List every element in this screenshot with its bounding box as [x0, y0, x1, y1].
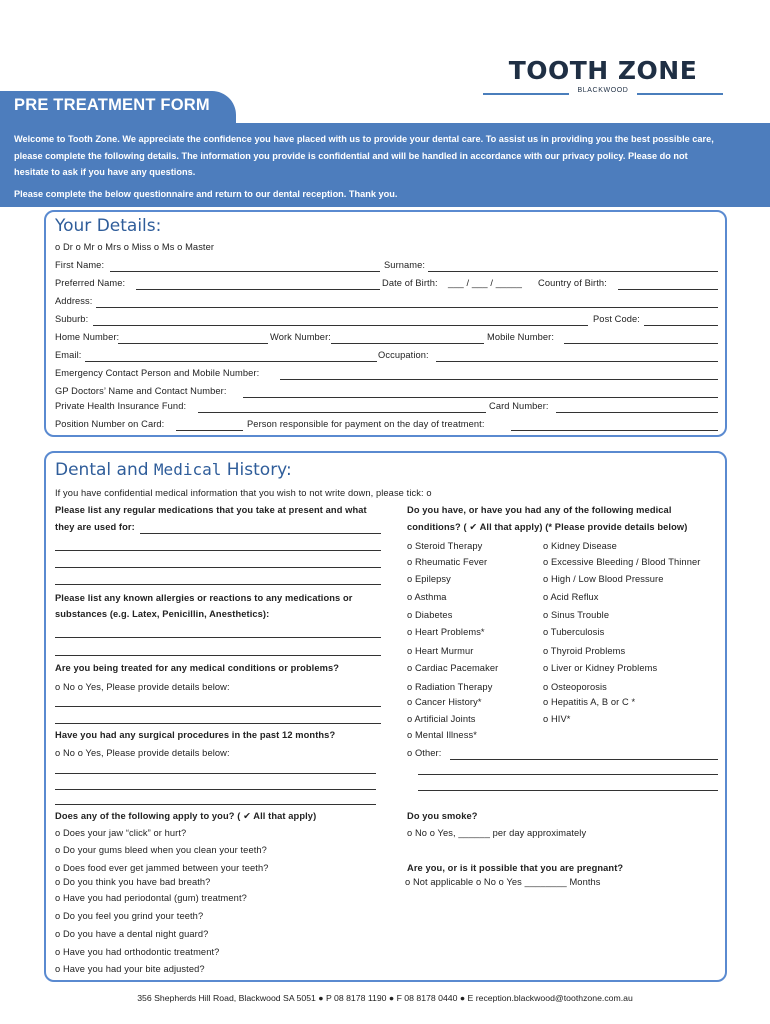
medications-question-line2: they are used for:	[55, 522, 135, 532]
apply-item[interactable]: o Does food ever get jammed between your teeth?	[55, 863, 269, 873]
work-number-label: Work Number:	[270, 332, 331, 342]
medications-question-line1: Please list any regular medications that you take at present and what	[55, 505, 367, 515]
footer-contact: 356 Shepherds Hill Road, Blackwood SA 5051 ● P 08 8178 1190 ● F 08 8178 0440 ● E reception.blackwood@toothzone.com.au	[137, 993, 633, 1003]
mobile-number-field[interactable]	[564, 343, 718, 344]
apply-item[interactable]: o Do you feel you grind your teeth?	[55, 911, 204, 921]
condition-option[interactable]: o Hepatitis A, B or C *	[543, 697, 636, 707]
condition-option[interactable]: o High / Low Blood Pressure	[543, 574, 664, 584]
payment-person-label: Person responsible for payment on the day of treatment:	[247, 419, 485, 429]
condition-option[interactable]: o Osteoporosis	[543, 682, 607, 692]
email-label: Email:	[55, 350, 82, 360]
treated-options[interactable]: o No o Yes, Please provide details below:	[55, 682, 230, 692]
emergency-contact-field[interactable]	[280, 379, 718, 380]
smoke-options[interactable]: o No o Yes, ______ per day approximately	[407, 828, 587, 838]
treated-line[interactable]	[55, 723, 381, 724]
apply-item[interactable]: o Do you think you have bad breath?	[55, 877, 211, 887]
condition-option[interactable]: o Diabetes	[407, 610, 453, 620]
logo-line-right	[637, 93, 723, 95]
condition-option[interactable]: o Liver or Kidney Problems	[543, 663, 658, 673]
conditions-question-line1: Do you have, or have you had any of the following medical	[407, 505, 672, 515]
other-line[interactable]	[418, 790, 718, 791]
occupation-label: Occupation:	[378, 350, 429, 360]
post-code-field[interactable]	[644, 325, 718, 326]
work-number-field[interactable]	[331, 343, 484, 344]
confidential-note[interactable]: If you have confidential medical information that you wish to not write down, please tick: o	[55, 488, 432, 498]
surname-field[interactable]	[428, 271, 718, 272]
condition-option[interactable]: o Heart Murmur	[407, 646, 474, 656]
condition-option[interactable]: o Thyroid Problems	[543, 646, 626, 656]
intro-instruction: Please complete the below questionnaire and return to our dental reception. Thank you.	[14, 189, 398, 199]
first-name-label: First Name:	[55, 260, 105, 270]
brand-logo	[483, 56, 723, 101]
condition-option[interactable]: o Sinus Trouble	[543, 610, 610, 620]
apply-item[interactable]: o Do your gums bleed when you clean your teeth?	[55, 845, 267, 855]
dob-label: Date of Birth:	[382, 278, 438, 288]
other-line[interactable]	[418, 774, 718, 775]
condition-option[interactable]: o Mental Illness*	[407, 730, 477, 740]
card-number-field[interactable]	[556, 412, 718, 413]
surgical-line[interactable]	[55, 773, 376, 774]
condition-option[interactable]: o Radiation Therapy	[407, 682, 493, 692]
smoke-question: Do you smoke?	[407, 811, 478, 821]
condition-option[interactable]: o Excessive Bleeding / Blood Thinner	[543, 557, 701, 567]
medications-line[interactable]	[140, 533, 381, 534]
country-of-birth-field[interactable]	[618, 289, 718, 290]
history-title-part1: Dental and	[55, 460, 154, 480]
condition-option[interactable]: o Kidney Disease	[543, 541, 617, 551]
medications-line[interactable]	[55, 567, 381, 568]
condition-option-other[interactable]: o Other:	[407, 748, 442, 758]
title-options[interactable]: o Dr o Mr o Mrs o Miss o Ms o Master	[55, 242, 215, 252]
apply-item[interactable]: o Does your jaw “click” or hurt?	[55, 828, 187, 838]
mobile-number-label: Mobile Number:	[487, 332, 555, 342]
treated-line[interactable]	[55, 706, 381, 707]
first-name-field[interactable]	[110, 271, 380, 272]
details-title: Your Details:	[55, 216, 162, 236]
apply-item[interactable]: o Have you had your bite adjusted?	[55, 964, 205, 974]
occupation-field[interactable]	[436, 361, 718, 362]
other-line[interactable]	[450, 759, 718, 760]
dob-field[interactable]: ___ / ___ / _____	[448, 278, 523, 288]
preferred-name-label: Preferred Name:	[55, 278, 126, 288]
post-code-label: Post Code:	[593, 314, 640, 324]
email-field[interactable]	[85, 361, 377, 362]
medications-line[interactable]	[55, 584, 381, 585]
condition-option[interactable]: o Steroid Therapy	[407, 541, 483, 551]
condition-option[interactable]: o Acid Reflux	[543, 592, 599, 602]
pregnant-options[interactable]: o Not applicable o No o Yes ________ Months	[405, 877, 601, 887]
history-title	[55, 460, 292, 480]
payment-person-field[interactable]	[511, 430, 718, 431]
surgical-question: Have you had any surgical procedures in the past 12 months?	[55, 730, 336, 740]
form-title: PRE TREATMENT FORM	[14, 96, 210, 114]
apply-question: Does any of the following apply to you? ( ✔ All that apply)	[55, 811, 317, 821]
intro-paragraph: Welcome to Tooth Zone. We appreciate the confidence you have placed with us to provide your dental care. To assist us in providing you the best possible care, please complete the following details. The information you provide is confidential and will be handled in accordance with our privacy policy. Please do not hesitate to ask if you have any questions.	[14, 134, 714, 178]
logo-title: TOOTH ZONE	[508, 56, 698, 85]
condition-option[interactable]: o Rheumatic Fever	[407, 557, 488, 567]
apply-item[interactable]: o Have you had periodontal (gum) treatment?	[55, 893, 247, 903]
home-number-field[interactable]	[118, 343, 268, 344]
position-number-label: Position Number on Card:	[55, 419, 165, 429]
allergies-line[interactable]	[55, 637, 381, 638]
history-title-part3: History:	[221, 460, 292, 480]
gp-contact-label: GP Doctors’ Name and Contact Number:	[55, 386, 227, 396]
conditions-question-line2: conditions? ( ✔ All that apply) (* Please provide details below)	[407, 522, 688, 532]
health-fund-label: Private Health Insurance Fund:	[55, 401, 187, 411]
suburb-label: Suburb:	[55, 314, 89, 324]
condition-option[interactable]: o Asthma	[407, 592, 447, 602]
apply-item[interactable]: o Have you had orthodontic treatment?	[55, 947, 220, 957]
health-fund-field[interactable]	[198, 412, 486, 413]
condition-option[interactable]: o HIV*	[543, 714, 571, 724]
emergency-contact-label: Emergency Contact Person and Mobile Number:	[55, 368, 260, 378]
suburb-field[interactable]	[93, 325, 588, 326]
logo-location: BLACKWOOD	[577, 87, 629, 94]
home-number-label: Home Number:	[55, 332, 120, 342]
address-label: Address:	[55, 296, 93, 306]
gp-contact-field[interactable]	[243, 397, 718, 398]
position-number-field[interactable]	[176, 430, 243, 431]
pregnant-question: Are you, or is it possible that you are pregnant?	[407, 863, 624, 873]
allergies-question-line2: substances (e.g. Latex, Penicillin, Anesthetics):	[55, 609, 270, 619]
history-title-part2: Medical	[153, 460, 222, 479]
condition-option[interactable]: o Heart Problems*	[407, 627, 485, 637]
preferred-name-field[interactable]	[136, 289, 380, 290]
surgical-line[interactable]	[55, 789, 376, 790]
apply-item[interactable]: o Do you have a dental night guard?	[55, 929, 209, 939]
surgical-line[interactable]	[55, 804, 376, 805]
condition-option[interactable]: o Tuberculosis	[543, 627, 605, 637]
allergies-line[interactable]	[55, 655, 381, 656]
condition-option[interactable]: o Epilepsy	[407, 574, 451, 584]
surgical-options[interactable]: o No o Yes, Please provide details below:	[55, 748, 230, 758]
country-of-birth-label: Country of Birth:	[538, 278, 607, 288]
surname-label: Surname:	[384, 260, 426, 270]
condition-option[interactable]: o Cardiac Pacemaker	[407, 663, 499, 673]
card-number-label: Card Number:	[489, 401, 549, 411]
medications-line[interactable]	[55, 550, 381, 551]
condition-option[interactable]: o Artificial Joints	[407, 714, 476, 724]
treated-question: Are you being treated for any medical conditions or problems?	[55, 663, 340, 673]
address-field[interactable]	[96, 307, 718, 308]
condition-option[interactable]: o Cancer History*	[407, 697, 482, 707]
allergies-question-line1: Please list any known allergies or reactions to any medications or	[55, 593, 353, 603]
